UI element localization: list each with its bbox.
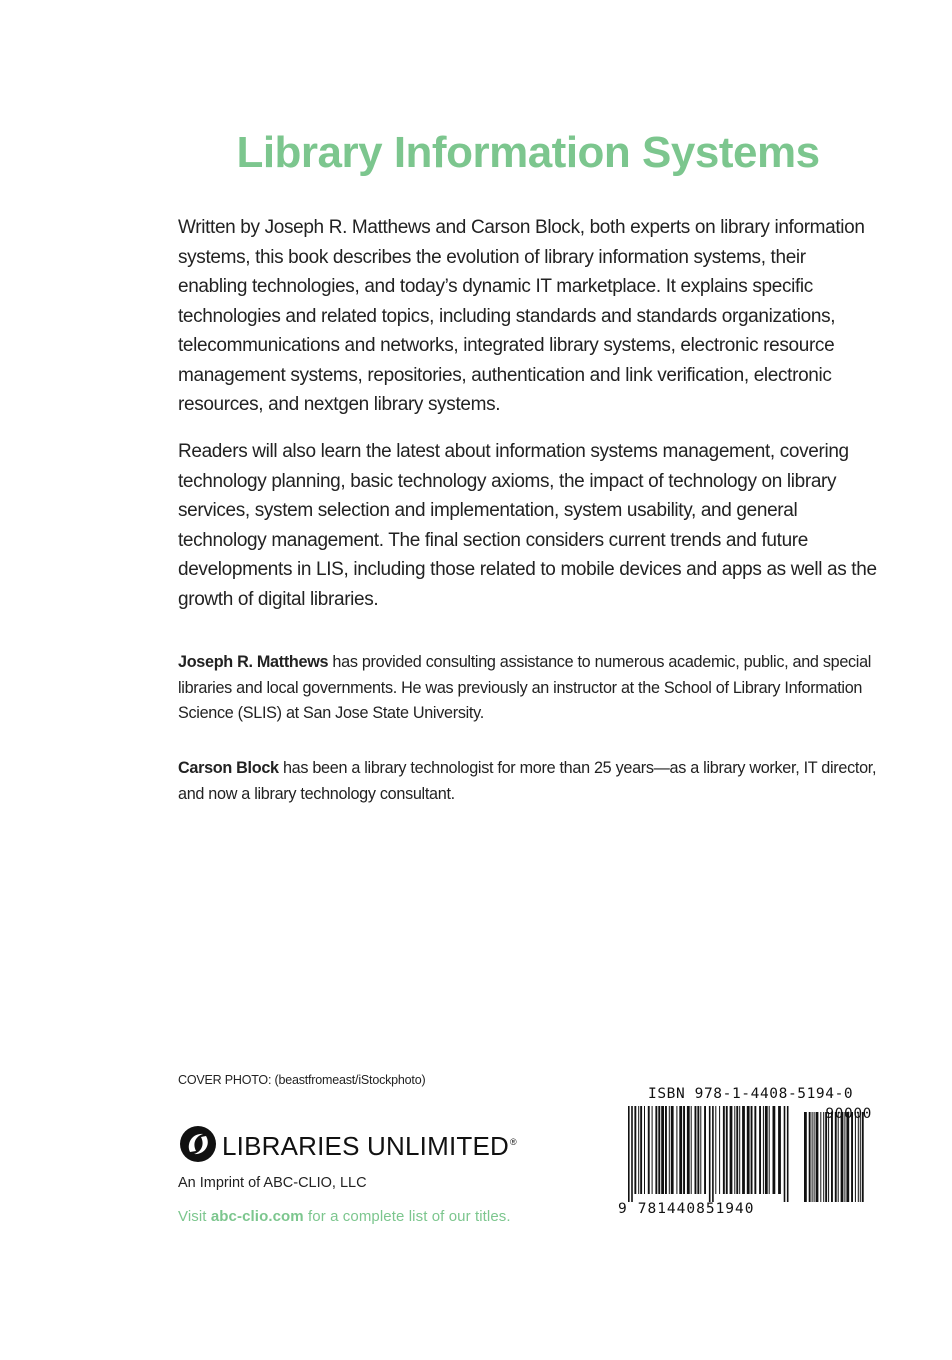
isbn-text: ISBN 978-1-4408-5194-0 bbox=[648, 1086, 854, 1102]
barcode-bar bbox=[773, 1106, 776, 1194]
barcode-bar bbox=[712, 1106, 714, 1202]
barcode-bar bbox=[676, 1106, 677, 1194]
barcode-bar bbox=[858, 1112, 859, 1202]
barcode-bar bbox=[841, 1112, 844, 1202]
author-bio-matthews bbox=[178, 650, 878, 727]
author-name: Joseph R. Matthews bbox=[178, 653, 329, 671]
barcode-bar bbox=[838, 1112, 839, 1202]
barcode-bar bbox=[769, 1106, 770, 1194]
barcode-bar bbox=[709, 1106, 711, 1202]
barcode-bar bbox=[778, 1106, 781, 1194]
barcode-bar bbox=[734, 1106, 735, 1194]
barcode-bar bbox=[823, 1112, 824, 1202]
author-bio-text: has been a library technologist for more than 25 years—as a library worker, IT director, and now a library technology consultant. bbox=[178, 759, 877, 803]
publisher-logo bbox=[178, 1124, 517, 1168]
barcode-bar bbox=[700, 1106, 701, 1194]
barcode-bar bbox=[644, 1106, 645, 1194]
barcode-bar bbox=[658, 1106, 660, 1194]
barcode-bar bbox=[825, 1112, 827, 1202]
barcode-bar bbox=[628, 1106, 630, 1202]
barcode-bar bbox=[669, 1106, 670, 1194]
barcode-bar bbox=[784, 1106, 786, 1202]
barcode-bar bbox=[759, 1106, 761, 1194]
book-title: Library Information Systems bbox=[236, 128, 820, 177]
barcode-bar bbox=[862, 1112, 864, 1202]
barcode-bar bbox=[704, 1106, 706, 1194]
barcode-bar bbox=[640, 1106, 642, 1194]
author-bio-text: has provided consulting assistance to numerous academic, public, and special libraries and local governments. He was previously an instructor at the School of Library Information Science (SLIS) at San Jose State University. bbox=[178, 653, 872, 722]
barcode-bar bbox=[719, 1106, 720, 1194]
publisher-name: LIBRARIES UNLIMITED® bbox=[222, 1130, 517, 1161]
barcode-bar bbox=[691, 1106, 692, 1194]
barcode-bar bbox=[763, 1106, 764, 1194]
barcode-bar bbox=[652, 1106, 653, 1194]
barcode-bar bbox=[723, 1106, 725, 1194]
barcode-bar bbox=[726, 1106, 728, 1194]
barcode-bar bbox=[754, 1106, 756, 1194]
barcode-bar bbox=[736, 1106, 738, 1194]
cover-photo-credit: COVER PHOTO: (beastfromeast/iStockphoto) bbox=[178, 1073, 426, 1087]
barcode-bar bbox=[687, 1106, 690, 1194]
barcode-bar bbox=[812, 1112, 813, 1202]
barcode-bar bbox=[835, 1112, 837, 1202]
barcode-bar bbox=[730, 1106, 733, 1194]
barcode-bar bbox=[638, 1106, 639, 1194]
barcode-bar bbox=[671, 1106, 674, 1194]
barcode-bar bbox=[855, 1112, 856, 1202]
barcode-bar bbox=[661, 1106, 664, 1194]
author-bio-block bbox=[178, 756, 878, 807]
barcode-digits: 9 781440851940 bbox=[618, 1201, 755, 1217]
barcode-bar bbox=[648, 1106, 650, 1194]
barcode-bar bbox=[828, 1112, 829, 1202]
barcode-bar bbox=[683, 1106, 685, 1194]
barcode-bar bbox=[820, 1112, 821, 1202]
price-code: 90000 bbox=[825, 1106, 872, 1122]
website-link: abc-clio.com bbox=[210, 1208, 304, 1225]
barcode-bar bbox=[665, 1106, 667, 1194]
barcode-bar bbox=[816, 1112, 819, 1202]
barcode-bar bbox=[814, 1112, 815, 1202]
barcode-bar bbox=[851, 1112, 853, 1202]
barcode-bar bbox=[747, 1106, 750, 1194]
barcode-bar bbox=[695, 1106, 697, 1194]
barcode-bar bbox=[809, 1112, 811, 1202]
barcode-bar bbox=[715, 1106, 716, 1194]
barcode-bar bbox=[655, 1106, 657, 1194]
barcode-bar bbox=[765, 1106, 768, 1194]
barcode-bar bbox=[631, 1106, 633, 1202]
barcode-bar bbox=[804, 1112, 807, 1202]
visit-line: Visit abc-clio.com for a complete list of our titles. bbox=[178, 1208, 511, 1225]
barcode-bar bbox=[751, 1106, 753, 1194]
barcode-bar bbox=[860, 1112, 861, 1202]
libraries-unlimited-swirl-icon bbox=[178, 1124, 218, 1169]
isbn-barcode bbox=[618, 1086, 876, 1220]
barcode-bar bbox=[739, 1106, 740, 1194]
barcode-bar bbox=[831, 1112, 833, 1202]
barcode-bar bbox=[787, 1106, 789, 1202]
barcode-bar bbox=[844, 1112, 845, 1202]
barcode-bar bbox=[679, 1106, 682, 1194]
barcode-bar bbox=[742, 1106, 745, 1194]
imprint-line: An Imprint of ABC-CLIO, LLC bbox=[178, 1175, 367, 1191]
description-paragraph-2: Readers will also learn the latest about information systems management, covering technology planning, basic technology axioms, the impact of technology on library services, system selection and implementation, system usability, and general technology management. The final section considers current trends and future developments in LIS, including those related to mobile devices and apps as well as the growth of digital libraries. bbox=[178, 441, 877, 610]
description-paragraph-1: Written by Joseph R. Matthews and Carson Block, both experts on library information systems, this book describes the evolution of library information systems, their enabling technologies, and today’s dynamic IT marketplace. It explains specific technologies and related topics, including standards and standards organizations, telecommunications and networks, integrated library systems, electronic resource management systems, repositories, authentication and link verification, electronic resources, and nextgen library systems. bbox=[178, 217, 865, 415]
barcode-bar bbox=[846, 1112, 849, 1202]
barcode-bar bbox=[634, 1106, 636, 1194]
barcode-bar bbox=[697, 1106, 699, 1194]
author-name: Carson Block bbox=[178, 759, 279, 777]
